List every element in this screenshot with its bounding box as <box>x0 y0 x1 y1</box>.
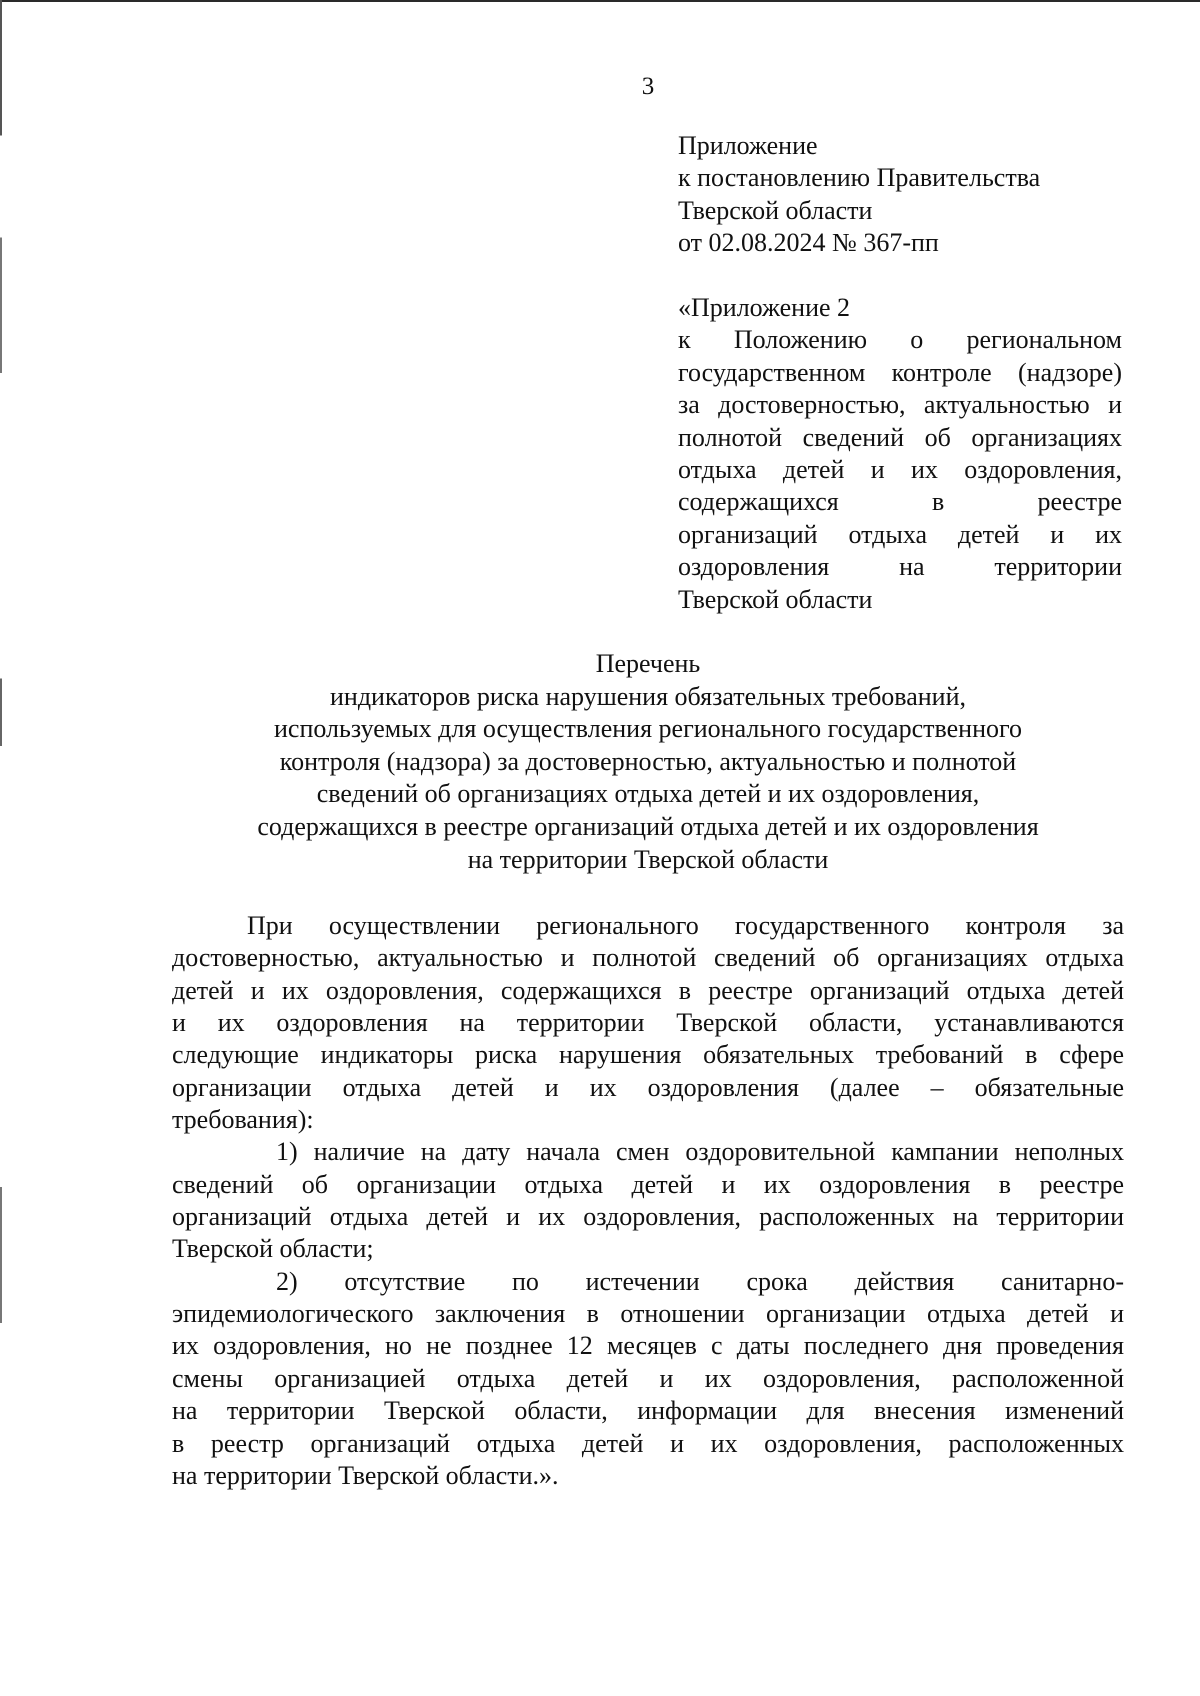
intro-line: детей и их оздоровления, содержащихся в реестре организаций отдыха детей <box>172 975 1124 1005</box>
annex-line: «Приложение 2 <box>678 293 851 322</box>
intro-line: достоверностью, актуальностью и полнотой сведений об организациях отдыха <box>172 943 1124 973</box>
intro-line: При осуществлении регионального государственного контроля за <box>247 911 1124 940</box>
list-item-1 <box>172 1136 1124 1265</box>
item1-line: Тверской области; <box>172 1234 374 1264</box>
item1-line: сведений об организации отдыха детей и их оздоровления в реестре <box>172 1169 1124 1199</box>
annex-line: Тверской области <box>678 584 873 614</box>
annex-line: полнотой сведений об организациях <box>678 422 1122 452</box>
annex-line: оздоровления на территории <box>678 552 1122 582</box>
intro-line: требования): <box>172 1105 314 1135</box>
item2-line: эпидемиологического заключения в отношении организации отдыха детей и <box>172 1299 1124 1329</box>
item2-line: в реестр организаций отдыха детей и их оздоровления, расположенных <box>172 1428 1124 1458</box>
item2-line: на территории Тверской области.». <box>172 1460 559 1490</box>
title-line: индикаторов риска нарушения обязательных требований, <box>329 681 967 711</box>
title-heading: Перечень <box>595 649 701 678</box>
item1-line: организаций отдыха детей и их оздоровления, расположенных на территории <box>172 1202 1124 1232</box>
item1-line: 1) наличие на дату начала смен оздоровительной кампании неполных <box>276 1137 1124 1167</box>
title-line: используемых для осуществления регионального государственного <box>273 714 1023 744</box>
title-line: контроля (надзора) за достоверностью, актуальностью и полнотой <box>279 746 1017 776</box>
annex-line: отдыха детей и их оздоровления, <box>678 455 1122 485</box>
item2-line: на территории Тверской области, информации для внесения изменений <box>172 1396 1124 1426</box>
list-item-2 <box>172 1266 1124 1492</box>
body-text <box>172 910 1124 1492</box>
title-line: на территории Тверской области <box>467 844 829 874</box>
annex-line: организаций отдыха детей и их <box>678 519 1122 549</box>
annex-line: содержащихся в реестре <box>678 487 1122 517</box>
approval-block <box>678 130 1128 260</box>
item2-line: их оздоровления, но не позднее 12 месяцев с даты последнего дня проведения <box>172 1331 1124 1361</box>
item2-line: 2) отсутствие по истечении срока действия санитарно- <box>276 1266 1124 1296</box>
intro-paragraph <box>172 910 1124 1136</box>
annex-line: государственном контроле (надзоре) <box>678 357 1122 387</box>
approval-line: от 02.08.2024 № 367-пп <box>678 228 939 258</box>
title-line: сведений об организациях отдыха детей и их оздоровления, <box>316 779 980 809</box>
annex-block <box>678 292 1122 616</box>
intro-line: следующие индикаторы риска нарушения обязательных требований в сфере <box>172 1040 1124 1070</box>
item2-line: смены организацией отдыха детей и их оздоровления, расположенной <box>172 1363 1124 1393</box>
approval-line: Приложение <box>678 131 818 160</box>
title-line: содержащихся в реестре организаций отдыха детей и их оздоровления <box>257 811 1039 841</box>
document-title <box>170 648 1126 876</box>
approval-line: к постановлению Правительства <box>678 163 1041 193</box>
page-number: 3 <box>641 73 655 100</box>
scan-edge-top <box>0 0 1200 2</box>
annex-line: к Положению о региональном <box>678 325 1122 355</box>
approval-line: Тверской области <box>678 195 873 225</box>
annex-line: за достоверностью, актуальностью и <box>678 390 1122 420</box>
intro-line: и их оздоровления на территории Тверской области, устанавливаются <box>172 1008 1124 1038</box>
intro-line: организации отдыха детей и их оздоровления (далее – обязательные <box>172 1072 1124 1102</box>
scan-edge-left <box>0 0 2 1696</box>
